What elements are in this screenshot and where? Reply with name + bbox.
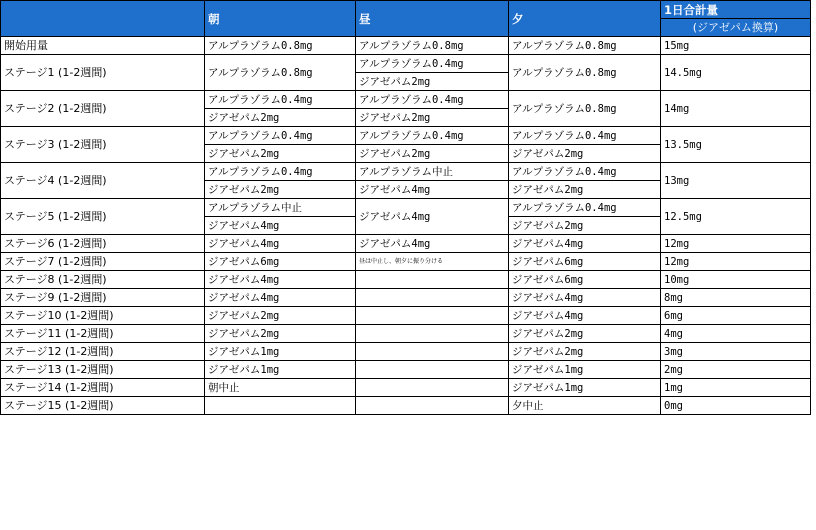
stage-cell[interactable]: ステージ6 (1-2週間)	[1, 235, 205, 253]
stage-cell[interactable]: ステージ1 (1-2週間)	[1, 55, 205, 91]
morning-cell[interactable]: アルプラゾラム0.8mg	[205, 55, 356, 91]
total-cell[interactable]: 14mg	[661, 91, 811, 127]
evening-cell[interactable]: ジアゼパム2mg	[509, 325, 661, 343]
table-row	[1, 289, 811, 307]
table-row	[1, 91, 811, 109]
total-cell[interactable]: 15mg	[661, 37, 811, 55]
total-cell[interactable]: 10mg	[661, 271, 811, 289]
evening-cell[interactable]: 夕中止	[509, 397, 661, 415]
morning-cell[interactable]: ジアゼパム4mg	[205, 271, 356, 289]
table-row	[1, 163, 811, 181]
morning-cell[interactable]: 朝中止	[205, 379, 356, 397]
evening-cell[interactable]: ジアゼパム1mg	[509, 379, 661, 397]
noon-cell[interactable]: ジアゼパム2mg	[356, 109, 509, 127]
noon-cell[interactable]: ジアゼパム4mg	[356, 199, 509, 235]
total-cell[interactable]: 0mg	[661, 397, 811, 415]
evening-cell[interactable]: アルプラゾラム0.8mg	[509, 91, 661, 127]
morning-cell[interactable]: ジアゼパム2mg	[205, 325, 356, 343]
stage-cell[interactable]: ステージ10 (1-2週間)	[1, 307, 205, 325]
stage-cell[interactable]: ステージ5 (1-2週間)	[1, 199, 205, 235]
evening-cell[interactable]: アルプラゾラム0.4mg	[509, 127, 661, 145]
evening-cell[interactable]: ジアゼパム6mg	[509, 271, 661, 289]
total-cell[interactable]: 12.5mg	[661, 199, 811, 235]
stage-cell[interactable]: ステージ14 (1-2週間)	[1, 379, 205, 397]
stage-cell[interactable]: ステージ12 (1-2週間)	[1, 343, 205, 361]
table-row	[1, 271, 811, 289]
stage-cell[interactable]: ステージ13 (1-2週間)	[1, 361, 205, 379]
noon-cell[interactable]: アルプラゾラム0.4mg	[356, 91, 509, 109]
table-row	[1, 343, 811, 361]
header-total-sub[interactable]: (ジアゼパム換算)	[661, 19, 811, 37]
evening-cell[interactable]: ジアゼパム2mg	[509, 181, 661, 199]
noon-cell[interactable]	[356, 361, 509, 379]
morning-cell[interactable]: アルプラゾラム中止	[205, 199, 356, 217]
morning-cell[interactable]: ジアゼパム4mg	[205, 235, 356, 253]
noon-cell[interactable]	[356, 397, 509, 415]
stage-cell[interactable]: ステージ3 (1-2週間)	[1, 127, 205, 163]
noon-cell[interactable]: ジアゼパム2mg	[356, 73, 509, 91]
table-row	[1, 379, 811, 397]
morning-cell[interactable]: ジアゼパム4mg	[205, 289, 356, 307]
table-row	[1, 127, 811, 145]
total-cell[interactable]: 12mg	[661, 253, 811, 271]
evening-cell[interactable]: ジアゼパム2mg	[509, 145, 661, 163]
morning-cell[interactable]: アルプラゾラム0.4mg	[205, 91, 356, 109]
evening-cell[interactable]: アルプラゾラム0.4mg	[509, 199, 661, 217]
morning-cell[interactable]: ジアゼパム4mg	[205, 217, 356, 235]
table-row	[1, 199, 811, 217]
total-cell[interactable]: 14.5mg	[661, 55, 811, 91]
total-cell[interactable]: 6mg	[661, 307, 811, 325]
table-row	[1, 235, 811, 253]
morning-cell[interactable]: ジアゼパム2mg	[205, 307, 356, 325]
evening-cell[interactable]: ジアゼパム1mg	[509, 361, 661, 379]
morning-cell[interactable]: アルプラゾラム0.8mg	[205, 37, 356, 55]
stage-cell[interactable]: ステージ2 (1-2週間)	[1, 91, 205, 127]
noon-cell[interactable]	[356, 343, 509, 361]
stage-cell[interactable]: ステージ7 (1-2週間)	[1, 253, 205, 271]
evening-cell[interactable]: ジアゼパム2mg	[509, 343, 661, 361]
noon-cell[interactable]	[356, 379, 509, 397]
table-row	[1, 253, 811, 271]
morning-cell[interactable]: ジアゼパム2mg	[205, 181, 356, 199]
evening-cell[interactable]: ジアゼパム4mg	[509, 307, 661, 325]
header-row	[1, 1, 811, 19]
total-cell[interactable]: 1mg	[661, 379, 811, 397]
total-cell[interactable]: 13mg	[661, 163, 811, 199]
table-row	[1, 397, 811, 415]
stage-cell[interactable]: ステージ4 (1-2週間)	[1, 163, 205, 199]
stage-cell[interactable]: ステージ15 (1-2週間)	[1, 397, 205, 415]
header-stage[interactable]	[1, 1, 205, 37]
noon-cell[interactable]: アルプラゾラム0.4mg	[356, 127, 509, 145]
morning-cell[interactable]	[205, 397, 356, 415]
evening-cell[interactable]: ジアゼパム2mg	[509, 217, 661, 235]
header-total[interactable]: 1日合計量	[661, 1, 811, 19]
table-row	[1, 325, 811, 343]
noon-cell[interactable]: アルプラゾラム中止	[356, 163, 509, 181]
stage-cell[interactable]: ステージ9 (1-2週間)	[1, 289, 205, 307]
total-cell[interactable]: 13.5mg	[661, 127, 811, 163]
noon-cell[interactable]	[356, 271, 509, 289]
header-evening[interactable]: 夕	[509, 1, 661, 37]
noon-cell[interactable]: ジアゼパム4mg	[356, 181, 509, 199]
evening-cell[interactable]: ジアゼパム6mg	[509, 253, 661, 271]
noon-cell[interactable]	[356, 325, 509, 343]
evening-cell[interactable]: アルプラゾラム0.4mg	[509, 163, 661, 181]
evening-cell[interactable]: アルプラゾラム0.8mg	[509, 37, 661, 55]
stage-cell[interactable]: 開始用量	[1, 37, 205, 55]
table-row	[1, 55, 811, 73]
noon-cell[interactable]: ジアゼパム2mg	[356, 145, 509, 163]
total-cell[interactable]: 8mg	[661, 289, 811, 307]
morning-cell[interactable]: アルプラゾラム0.4mg	[205, 127, 356, 145]
noon-note-cell[interactable]: 昼は中止し、朝夕に振り分ける	[356, 253, 509, 271]
noon-cell[interactable]: ジアゼパム4mg	[356, 235, 509, 253]
morning-cell[interactable]: ジアゼパム2mg	[205, 145, 356, 163]
total-cell[interactable]: 3mg	[661, 343, 811, 361]
morning-cell[interactable]: アルプラゾラム0.4mg	[205, 163, 356, 181]
morning-cell[interactable]: ジアゼパム2mg	[205, 109, 356, 127]
noon-cell[interactable]: アルプラゾラム0.8mg	[356, 37, 509, 55]
stage-cell[interactable]: ステージ11 (1-2週間)	[1, 325, 205, 343]
morning-cell[interactable]: ジアゼパム1mg	[205, 361, 356, 379]
total-cell[interactable]: 4mg	[661, 325, 811, 343]
header-morning[interactable]: 朝	[205, 1, 356, 37]
table-row	[1, 307, 811, 325]
evening-cell[interactable]: ジアゼパム4mg	[509, 235, 661, 253]
noon-cell[interactable]	[356, 289, 509, 307]
total-cell[interactable]: 2mg	[661, 361, 811, 379]
total-cell[interactable]: 12mg	[661, 235, 811, 253]
stage-cell[interactable]: ステージ8 (1-2週間)	[1, 271, 205, 289]
noon-cell[interactable]	[356, 307, 509, 325]
morning-cell[interactable]: ジアゼパム6mg	[205, 253, 356, 271]
morning-cell[interactable]: ジアゼパム1mg	[205, 343, 356, 361]
evening-cell[interactable]: アルプラゾラム0.8mg	[509, 55, 661, 91]
table-row	[1, 361, 811, 379]
table-row	[1, 37, 811, 55]
noon-cell[interactable]: アルプラゾラム0.4mg	[356, 55, 509, 73]
header-noon[interactable]: 昼	[356, 1, 509, 37]
evening-cell[interactable]: ジアゼパム4mg	[509, 289, 661, 307]
